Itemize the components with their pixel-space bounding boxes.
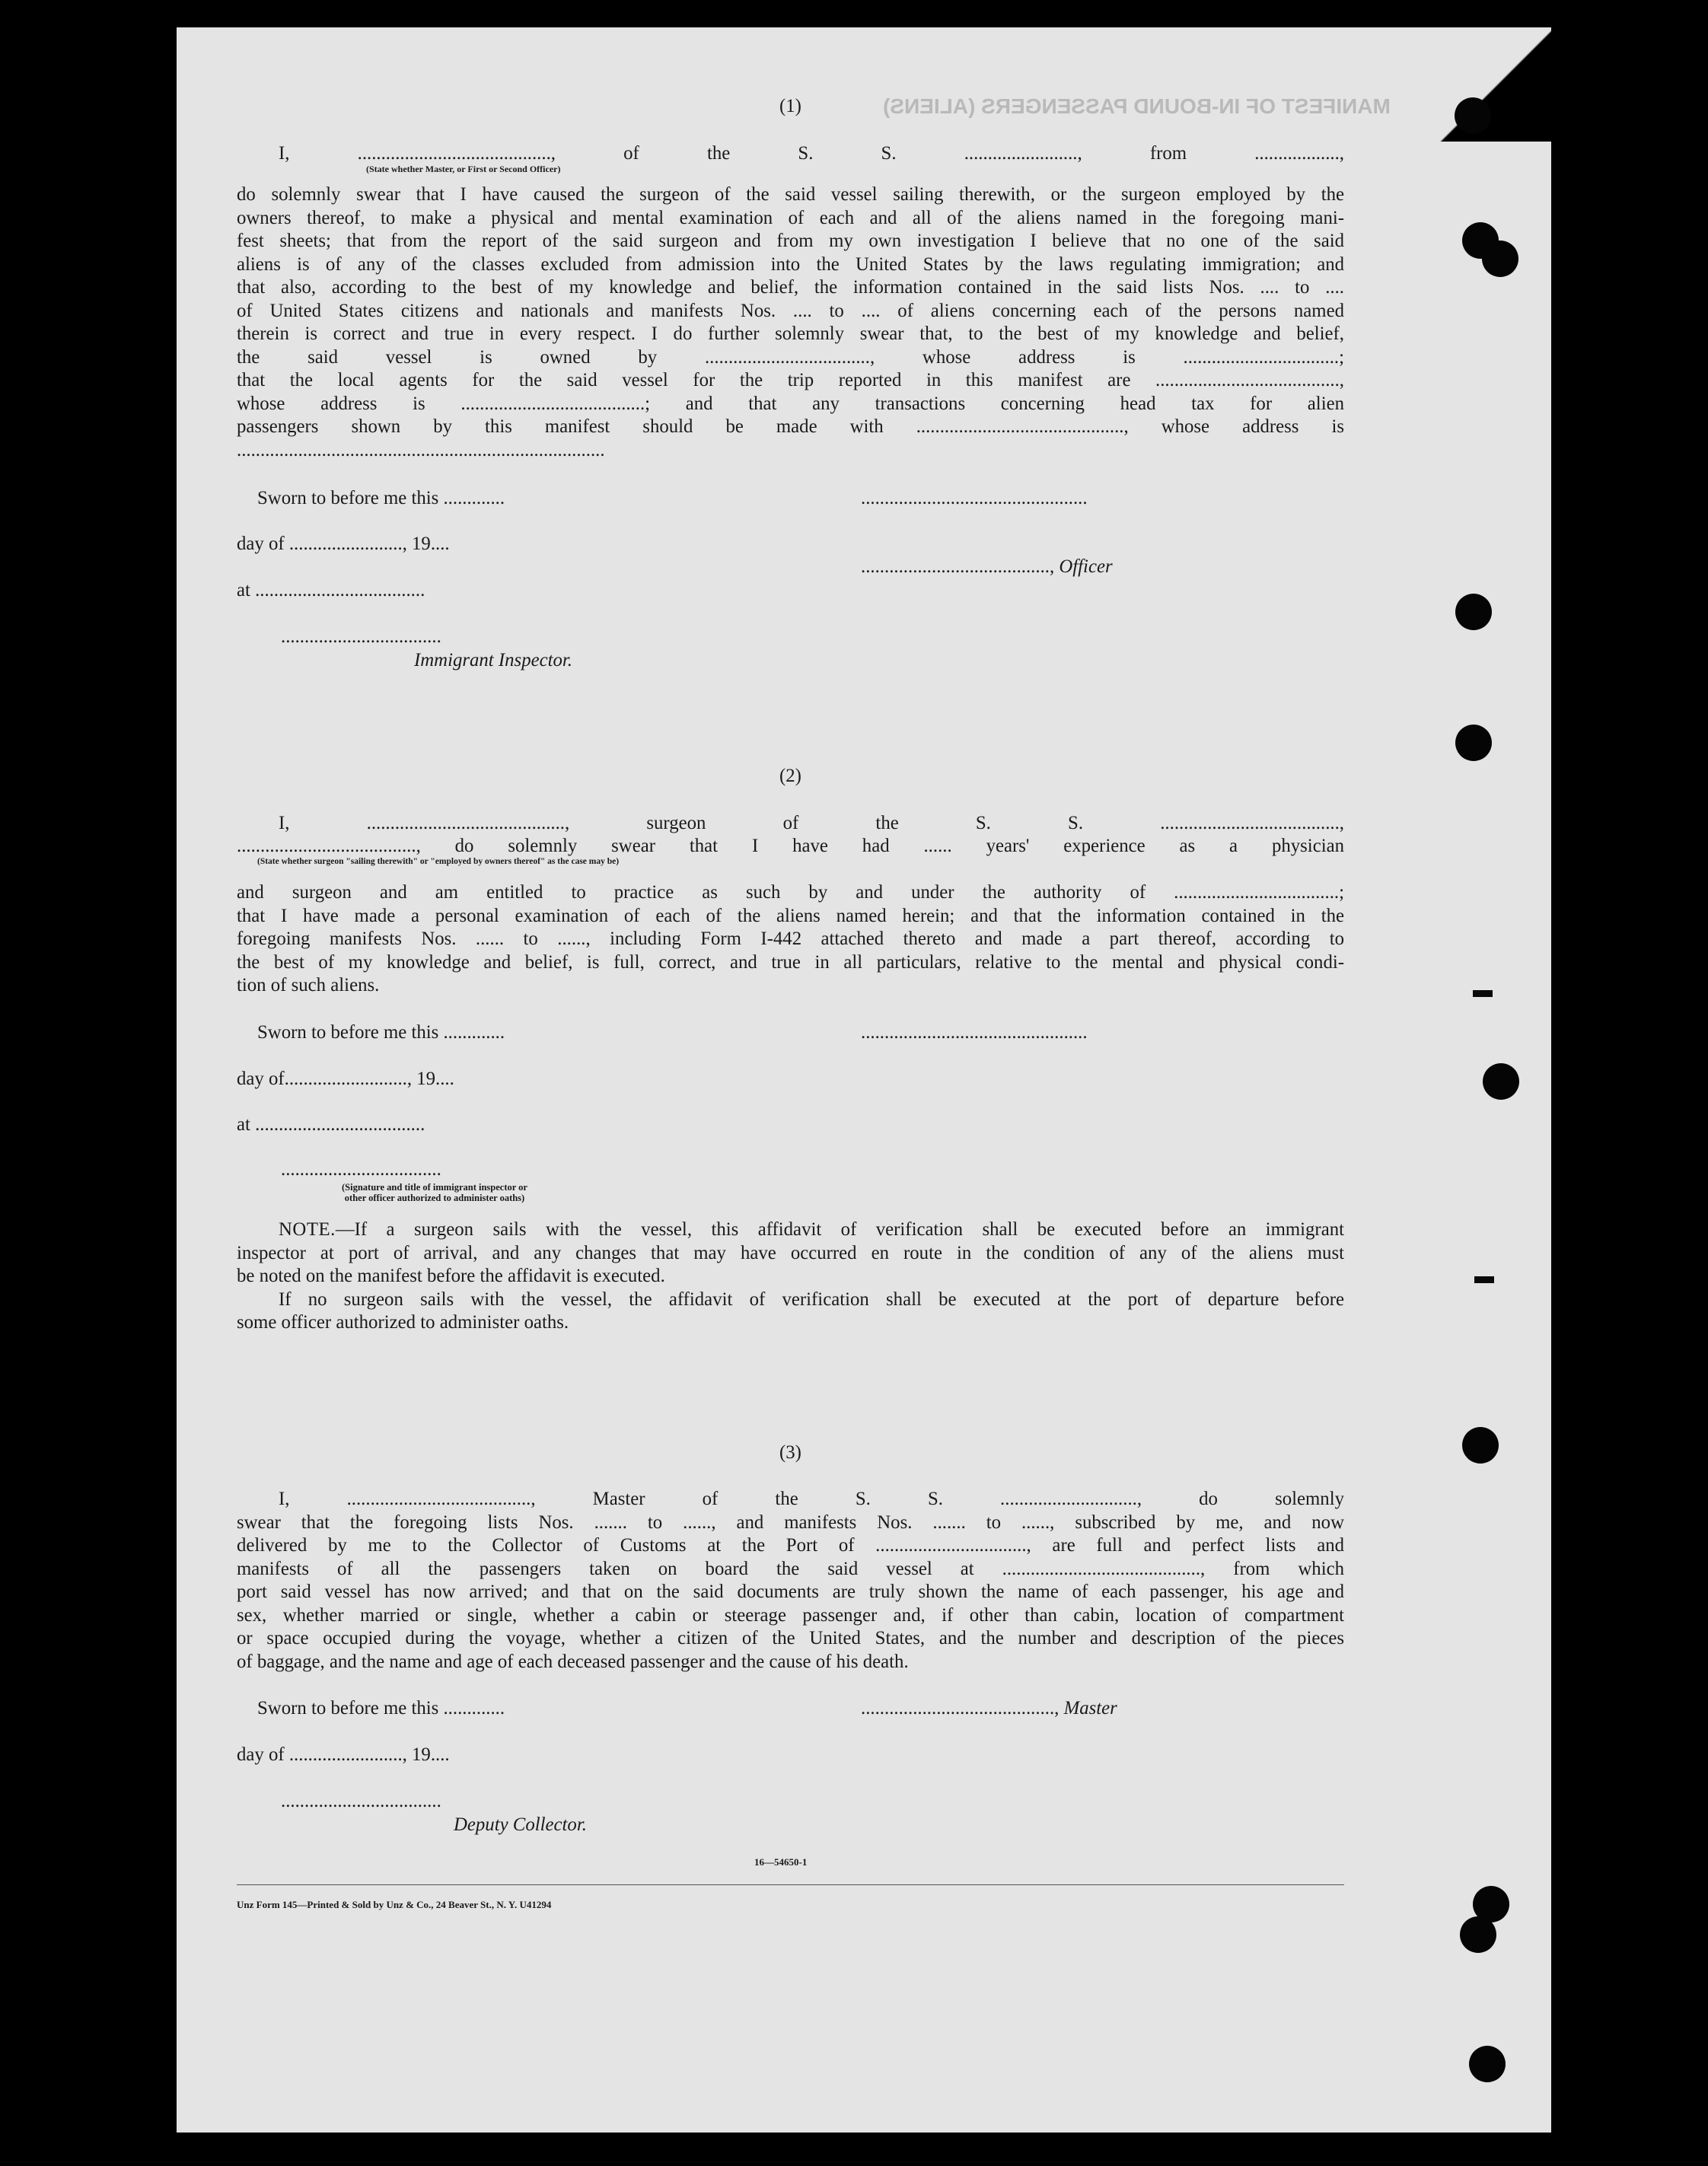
signature-note: (Signature and title of immigrant inspector or other officer authorized to administer oaths) (342, 1182, 527, 1203)
section1-line: aliens is of any of the classes excluded from admission into the United States by the laws regulating immigration; and (237, 254, 1344, 275)
form-number: 16—54650-1 (754, 1856, 808, 1868)
section3-line: or space occupied during the voyage, whether a citizen of the United States, and the number and description of the pieces (237, 1628, 1344, 1648)
punch-hole (1462, 1427, 1499, 1464)
officer-signature-line: ........................................, Officer (861, 556, 1113, 577)
day-line: day of ........................, 19.... (237, 1744, 450, 1765)
day-line: day of.........................., 19.... (237, 1069, 454, 1089)
binder-mark (1474, 1276, 1494, 1283)
section-number: (2) (779, 766, 801, 786)
section2-line: and surgeon and am entitled to practice as such by and under the authority of ...................................; (237, 882, 1344, 903)
section1-officer-note: (State whether Master, or First or Second Officer) (366, 164, 561, 174)
section2-line: foregoing manifests Nos. ...... to ......, including Form I-442 attached thereto and made a part thereof, according to (237, 929, 1344, 949)
section1-line: passengers shown by this manifest should be made with ............................................, whose address is (237, 416, 1344, 437)
collector-signature-line: .................................. (281, 1791, 441, 1811)
section3-line: delivered by me to the Collector of Customs at the Port of ................................, are full and perfect lists and (237, 1535, 1344, 1556)
note-label: NOTE. (279, 1219, 336, 1240)
punch-hole (1455, 97, 1491, 134)
section2-line: that I have made a personal examination of each of the aliens named herein; and that the information contained in the (237, 906, 1344, 926)
section3-line: sex, whether married or single, whether a cabin or steerage passenger and, if other than cabin, location of compartment (237, 1605, 1344, 1626)
master-signature-line: ........................................., Master (861, 1698, 1117, 1718)
section2-line: tion of such aliens. (237, 975, 380, 995)
at-line: at .................................... (237, 580, 425, 600)
inspector-signature-line: .................................. (281, 1159, 441, 1180)
sworn-line: Sworn to before me this ............. (257, 1698, 505, 1718)
section1-line: therein is correct and true in every respect. I do further solemnly swear that, to the best of my knowledge and belief, (237, 323, 1344, 344)
binder-mark (1473, 990, 1493, 997)
inspector-title: Immigrant Inspector. (414, 650, 573, 671)
note-line: If no surgeon sails with the vessel, the affidavit of verification shall be executed at the port of departure before (279, 1289, 1344, 1310)
section2-line: the best of my knowledge and belief, is full, correct, and true in all particulars, relative to the mental and physical condi- (237, 952, 1344, 973)
section3-line: I, ......................................., Master of the S. S. ............................., do solemnly (279, 1489, 1344, 1509)
section-number: (3) (779, 1442, 801, 1463)
note-line: be noted on the manifest before the affidavit is executed. (237, 1266, 665, 1286)
section3-line: of baggage, and the name and age of each deceased passenger and the cause of his death. (237, 1652, 909, 1672)
collector-title: Deputy Collector. (454, 1814, 587, 1835)
punch-hole (1460, 1916, 1496, 1953)
section1-line: owners thereof, to make a physical and mental examination of each and all of the aliens named in the foregoing mani- (237, 208, 1344, 228)
punch-hole (1455, 725, 1492, 761)
section1-line: that also, according to the best of my knowledge and belief, the information contained in the said lists Nos. .... to .... (237, 277, 1344, 298)
footer-rule (237, 1884, 1344, 1885)
section2-first-line: I, .........................................., surgeon of the S. S. ......................................, (279, 813, 1344, 833)
section1-line: of United States citizens and nationals and manifests Nos. .... to .... of aliens concerning each of the persons named (237, 301, 1344, 321)
section1-line: do solemnly swear that I have caused the surgeon of the said vessel sailing therewith, or the surgeon employed by the (237, 184, 1344, 205)
master-label: Master (1063, 1698, 1117, 1718)
section-number: (1) (779, 96, 801, 116)
note-line: some officer authorized to administer oaths. (237, 1312, 569, 1333)
section2-second-line: ......................................, do solemnly swear that I have had ...... years' experience as a physician (237, 836, 1344, 856)
section3-line: port said vessel has now arrived; and that on the said documents are truly shown the name of each passenger, his age and (237, 1581, 1344, 1602)
note-line: NOTE.—If a surgeon sails with the vessel, this affidavit of verification shall be executed before an immigrant (279, 1219, 1344, 1240)
section3-line: manifests of all the passengers taken on board the said vessel at .........................................., from which (237, 1559, 1344, 1579)
signature-line: ................................................ (861, 1022, 1088, 1043)
sworn-line: Sworn to before me this ............. (257, 488, 505, 508)
punch-hole (1483, 1063, 1519, 1100)
section1-line: whose address is .......................................; and that any transactions concerning head tax for alien (237, 393, 1344, 414)
section1-line: fest sheets; that from the report of the said surgeon and from my own investigation I believe that no one of the said (237, 231, 1344, 251)
section3-line: swear that the foregoing lists Nos. ....... to ......, and manifests Nos. ....... to ......, subscribed by me, and now (237, 1512, 1344, 1533)
officer-label: Officer (1059, 556, 1113, 577)
section1-first-line: I, ........................................., of the S. S. ........................, from .................., (279, 143, 1344, 164)
section1-line: that the local agents for the said vessel for the trip reported in this manifest are ......................................., (237, 370, 1344, 390)
signature-line: ................................................ (861, 488, 1088, 508)
punch-hole (1469, 2046, 1506, 2082)
at-line: at .................................... (237, 1114, 425, 1135)
sworn-line: Sworn to before me this ............. (257, 1022, 505, 1043)
note-line: inspector at port of arrival, and any changes that may have occurred en route in the condition of any of the aliens must (237, 1243, 1344, 1263)
punch-hole (1482, 240, 1518, 277)
bleed-through-header: MANIFEST OF IN-BOUND PASSENGERS (ALIENS) (883, 94, 1391, 118)
inspector-signature-line: .................................. (281, 626, 441, 647)
punch-hole (1455, 594, 1492, 630)
day-line: day of ........................, 19.... (237, 534, 450, 554)
section1-line: the said vessel is owned by ..................................., whose address is .................................; (237, 347, 1344, 368)
printer-footer: Unz Form 145—Printed & Sold by Unz & Co., 24 Beaver St., N. Y. U41294 (237, 1899, 552, 1910)
section1-line: .............................................................................. (237, 440, 605, 460)
section2-surgeon-note: (State whether surgeon "sailing therewith" or "employed by owners thereof" as the case may be) (257, 857, 620, 866)
